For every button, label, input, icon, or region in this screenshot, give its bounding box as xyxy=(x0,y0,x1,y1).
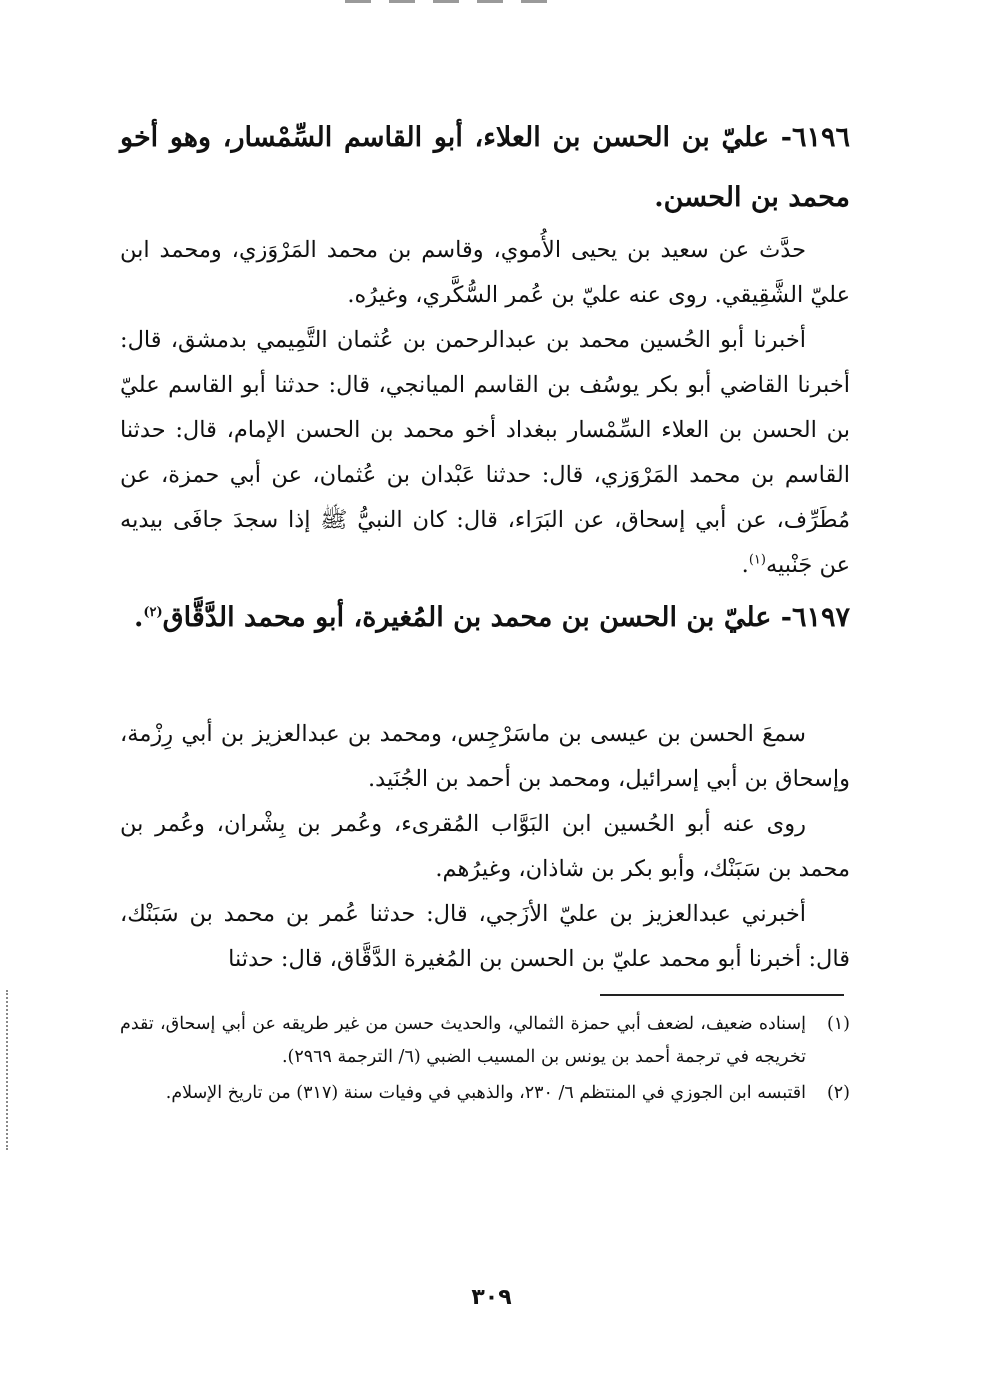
scan-mark xyxy=(477,0,503,3)
footnote-ref-2[interactable]: (٢) xyxy=(143,605,163,620)
entry-6197-paragraph-isnad: أخبرني عبدالعزيز بن عليّ الأزَجي، قال: حدثنا عُمر بن محمد بن سَبَنْك، قال: أخبرنا أبو محمد عليّ بن الحسن بن المُغيرة الدَّقَّاق، قال: حدثنا xyxy=(120,901,850,972)
scan-mark xyxy=(389,0,415,3)
footnotes xyxy=(120,1008,850,1113)
period: . xyxy=(133,602,144,633)
entry-6196-paragraph-hadith xyxy=(120,318,850,588)
footnote-number: (١) xyxy=(826,1014,850,1034)
scan-top-marks xyxy=(345,0,585,6)
footnote-text: اقتبسه ابن الجوزي في المنتظم ٦/ ٢٣٠، والذهبي في وفيات سنة (٣١٧) من تاريخ الإسلام. xyxy=(165,1083,806,1103)
scan-mark xyxy=(521,0,547,3)
entry-6197-paragraph-heard-from: سمعَ الحسن بن عيسى بن ماسَرْجِس، ومحمد بن عبدالعزيز بن أبي رِزْمة، وإسحاق بن أبي إسرائيل، ومحمد بن أحمد بن الجُنَيد. xyxy=(120,721,850,792)
footnote-separator xyxy=(600,994,844,996)
period: . xyxy=(741,552,749,578)
page-number: ٣٠٩ xyxy=(471,1285,512,1310)
footnote-1 xyxy=(120,1008,850,1074)
footnote-2 xyxy=(120,1077,850,1110)
scan-left-margin-marks xyxy=(6,990,10,1150)
scan-mark xyxy=(345,0,371,3)
footnote-text: إسناده ضعيف، لضعف أبي حمزة الثمالي، والحديث حسن من غير طريقه عن أبي إسحاق، تقدم تخريجه في ترجمة أحمد بن يونس بن المسيب الضبي (٦/ الترجمة ٢٩٦٩). xyxy=(120,1014,806,1067)
entry-title-6197 xyxy=(120,588,850,648)
entry-title-6196: ٦١٩٦- عليّ بن الحسن بن العلاء، أبو القاسم السِّمْسار، وهو أخو محمد بن الحسن. xyxy=(120,122,850,213)
entry-6197-paragraph-narrated-by: روى عنه أبو الحُسين ابن البَوَّاب المُقرىء، وعُمر بن بِشْران، وعُمر بن محمد بن سَبَنْك، وأبو بكر بن شاذان، وغيرُهم. xyxy=(120,811,850,882)
entry-title-6197-text: ٦١٩٧- عليّ بن الحسن بن محمد بن المُغيرة، أبو محمد الدَّقَّاق xyxy=(162,602,850,633)
footnote-number: (٢) xyxy=(826,1083,850,1103)
scan-mark xyxy=(433,0,459,3)
hadith-text: أخبرنا أبو الحُسين محمد بن عبدالرحمن بن عُثمان التَّمِيمي بدمشق، قال: أخبرنا القاضي أبو بكر يوسُف بن القاسم الميانجي، قال: حدثنا أبو القاسم عليّ بن الحسن بن العلاء السِّمْسار ببغداد أخو محمد بن الحسن الإمام، قال: حدثنا القاسم بن محمد المَرْوَزي، قال: حدثنا عَبْدان بن عُثمان، عن أبي حمزة، عن مُطَرِّف، عن أبي إسحاق، عن البَرَاء، قال: كان النبيُّ ﷺ إذا سجدَ جافَى بيديه عن جَنْبيه xyxy=(120,327,850,578)
footnote-ref-1[interactable]: (١) xyxy=(748,552,766,568)
entry-6196-paragraph-narrators: حدَّث عن سعيد بن يحيى الأُموي، وقاسم بن محمد المَرْوَزي، ومحمد ابن عليّ الشَّقِيقي. روى عنه عليّ بن عُمر السُّكَّري، وغيرُه. xyxy=(120,237,850,308)
